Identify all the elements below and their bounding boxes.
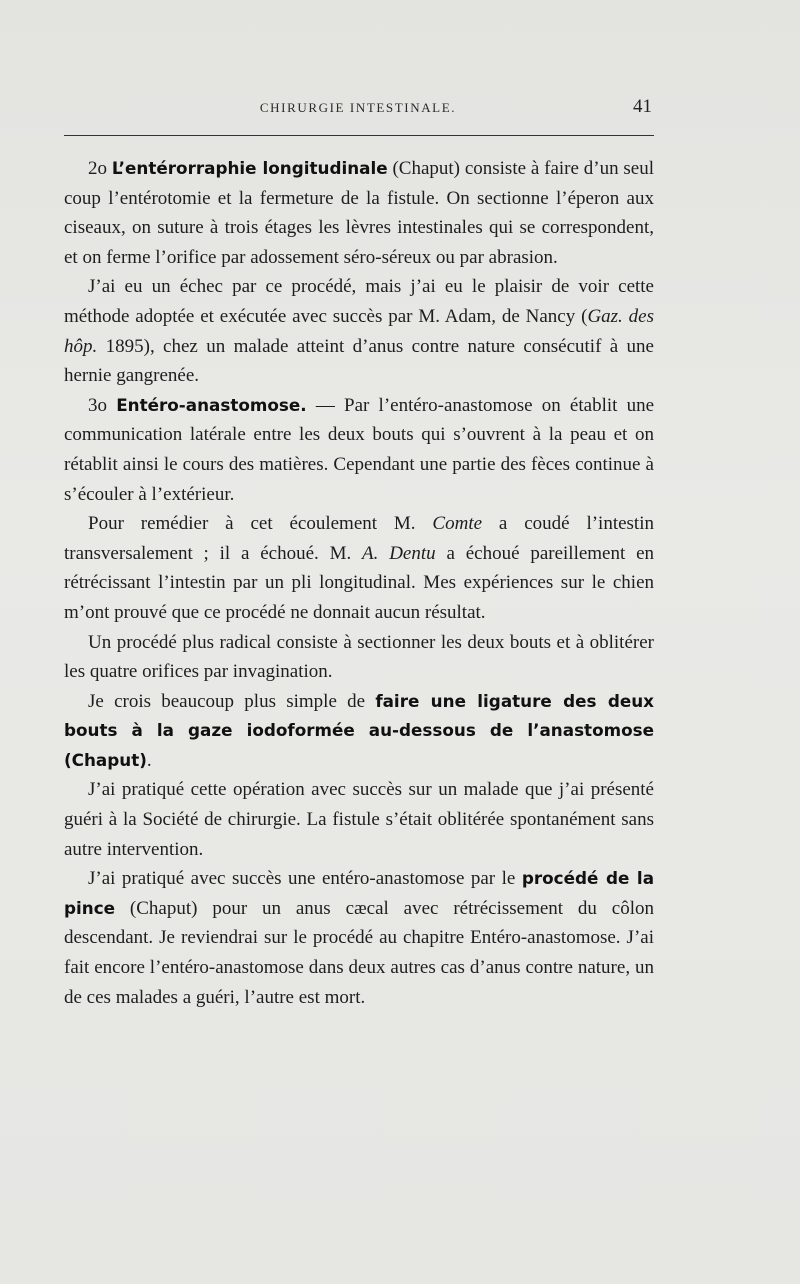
- author-name: Comte: [432, 513, 483, 535]
- header-rule: [64, 135, 654, 136]
- paragraph-procede-radical: [64, 628, 654, 687]
- paragraph-text: .: [146, 749, 152, 771]
- bold-term: L’entérorraphie longitudinale: [111, 158, 388, 178]
- paragraph-text: (Chaput) pour un anus cæcal avec rétrécissement du côlon descendant. Je reviendrai sur le procédé au chapitre Entéro-anastomose. J’ai fait encore l’entéro-anastomose dans deux autres cas d’anus contre nature, un de ces malades a guéri, l’autre est mort.: [64, 897, 655, 1008]
- author-name: A. Dentu: [362, 542, 436, 564]
- paragraph-pratique: [64, 775, 654, 864]
- paragraph-ligature: [64, 687, 654, 776]
- running-title: CHIRURGIE INTESTINALE.: [259, 100, 457, 115]
- paragraph-entero-anastomose: [64, 391, 654, 509]
- paragraph-text: a coudé l’intestin transversalement ; il a échoué. M.: [64, 513, 654, 564]
- body-text: [64, 154, 654, 1012]
- paragraph-text: Je crois beaucoup plus simple de: [88, 690, 366, 712]
- paragraph-pince: [64, 864, 654, 1012]
- paragraph-remedier: [64, 509, 654, 627]
- paragraph-text: Un procédé plus radical consiste à sectionner les deux bouts et à oblitérer les quatre orifices par invagination.: [64, 631, 654, 683]
- paragraph-text: J’ai pratiqué cette opération avec succès sur un malade que j’ai présenté guéri à la Société de chirurgie. La fistule s’était oblitérée spontanément sans autre intervention.: [64, 779, 654, 860]
- paragraph-echec: [64, 272, 654, 390]
- section-number: 2o: [88, 158, 107, 179]
- paragraph-text: Pour remédier à cet écoulement M.: [88, 513, 433, 535]
- paragraph-text: J’ai eu un échec par ce procédé, mais j’ai eu le plaisir de voir cette méthode adoptée et exécutée avec succès par M. Adam, de Nancy (: [64, 276, 654, 327]
- bold-term: procédé de la pince: [64, 868, 655, 918]
- page-number: 41: [633, 96, 652, 117]
- paragraph-text: a échoué pareillement en rétrécissant l’intestin par un pli longitudinal. Mes expériences sur le chien m’ont prouvé que ce procédé ne donnait aucun résultat.: [64, 542, 655, 623]
- running-head: [64, 96, 652, 122]
- journal-citation: Gaz. des hôp.: [64, 305, 654, 357]
- bold-term: faire une ligature des deux bouts à la gaze iodoformée au-dessous de l’anastomose (Chaput): [64, 690, 654, 770]
- paragraph-text: — Par l’entéro-anastomose on établit une communication latérale entre les deux bouts qui s’ouvrent à la peau et on rétablit ainsi le cours des matières. Cependant une partie des fèces continue à s’écouler à l’extérieur.: [64, 394, 655, 505]
- section-number: 3o: [88, 394, 107, 416]
- paragraph-text: J’ai pratiqué avec succès une entéro-anastomose par le: [88, 868, 516, 890]
- paragraph-text: 1895), chez un malade atteint d’anus contre nature consécutif à une hernie gangrenée.: [64, 335, 654, 387]
- bold-term: Entéro-anastomose.: [116, 394, 307, 415]
- paragraph-enterorraphie: [64, 154, 654, 272]
- paragraph-text: (Chaput) consiste à faire d’un seul coup l’entérotomie et la fermeture de la fistule. On sectionne l’éperon aux ciseaux, on suture à trois étages les lèvres intestinales qui se correspondent, et on ferme l’orifice par adossement séro-séreux ou par abrasion.: [64, 158, 655, 268]
